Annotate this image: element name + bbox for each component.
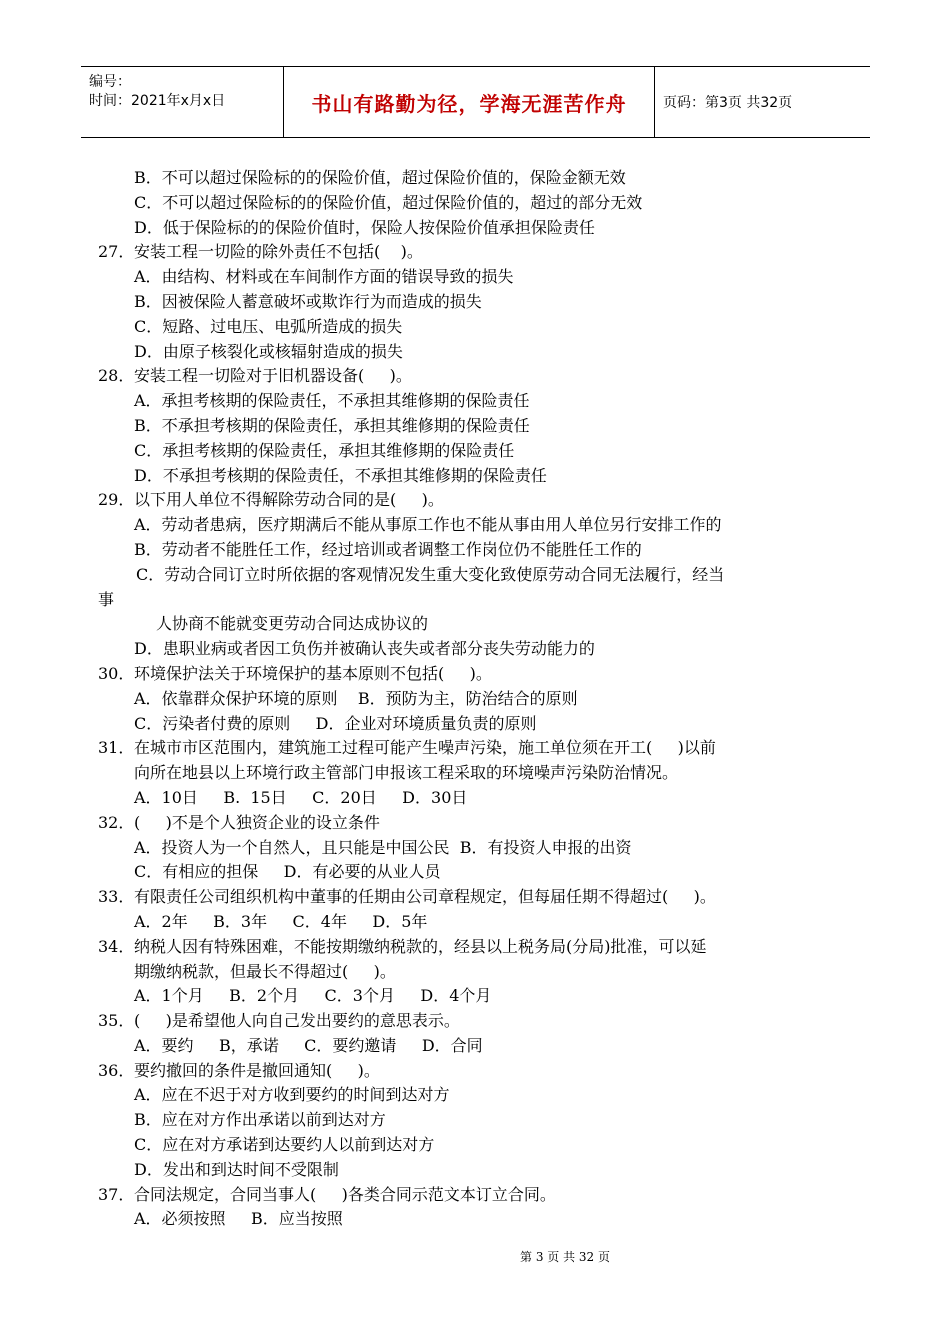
text-line: A．2年 B．3年 C．4年 D．5年 <box>134 911 428 931</box>
text-line: D．低于保险标的的保险价值时，保险人按保险价值承担保险责任 <box>134 217 595 237</box>
question-number: 27． <box>98 242 135 262</box>
text-line: C．应在对方承诺到达要约人以前到达对方 <box>134 1135 435 1155</box>
question-text: ( )不是个人独资企业的设立条件 <box>134 812 380 832</box>
question-stem <box>98 736 868 761</box>
text-line: A．劳动者患病，医疗期满后不能从事原工作也不能从事由用人单位另行安排工作的 <box>134 515 722 535</box>
text-line: 事 <box>98 589 115 609</box>
header-page-info: 页码：第3页 共32页 <box>663 95 793 111</box>
question-number: 32． <box>98 812 135 832</box>
question-stem <box>98 811 868 836</box>
text-line: A．要约 B，承诺 C．要约邀请 D．合同 <box>134 1035 483 1055</box>
question-text: 有限责任公司组织机构中董事的任期由公司章程规定，但每届任期不得超过( )。 <box>134 887 716 907</box>
text-line: A．1个月 B．2个月 C．3个月 D．4个月 <box>134 986 492 1006</box>
question-number: 29． <box>98 490 135 510</box>
question-stem <box>98 885 868 910</box>
header-meta <box>81 67 284 137</box>
question-stem <box>98 935 868 960</box>
question-text: 在城市市区范围内，建筑施工过程可能产生噪声污染，施工单位须在开工( )以前 <box>134 738 716 758</box>
question-number: 31． <box>98 738 135 758</box>
page-footer: 第 3 页 共 32 页 <box>520 1250 610 1264</box>
question-number: 34． <box>98 936 135 956</box>
question-number: 37． <box>98 1184 135 1204</box>
text-line: A．投资人为一个自然人，且只能是中国公民 B．有投资人申报的出资 <box>134 837 632 857</box>
question-stem <box>98 1009 868 1034</box>
question-stem <box>98 1183 868 1208</box>
text-line: C．承担考核期的保险责任，承担其维修期的保险责任 <box>134 440 515 460</box>
question-stem <box>98 662 868 687</box>
question-number: 30． <box>98 663 135 683</box>
text-line: C．短路、过电压、电弧所造成的损失 <box>134 316 403 336</box>
text-line: D．不承担考核期的保险责任，不承担其维修期的保险责任 <box>134 465 547 485</box>
question-stem <box>98 364 868 389</box>
question-stem <box>98 488 868 513</box>
text-line: B．因被保险人蓄意破坏或欺诈行为而造成的损失 <box>134 291 482 311</box>
question-text: 合同法规定，合同当事人( )各类合同示范文本订立合同。 <box>134 1184 556 1204</box>
question-stem <box>98 1059 868 1084</box>
text-line: C．污染者付费的原则 D．企业对环境质量负责的原则 <box>134 713 537 733</box>
question-text: ( )是希望他人向自己发出要约的意思表示。 <box>134 1011 460 1031</box>
question-text: 纳税人因有特殊困难，不能按期缴纳税款的，经县以上税务局(分局)批准，可以延 <box>134 936 707 956</box>
text-line: C．不可以超过保险标的的保险价值，超过保险价值的，超过的部分无效 <box>134 192 643 212</box>
text-line: B．不承担考核期的保险责任，承担其维修期的保险责任 <box>134 415 530 435</box>
text-line: D．发出和到达时间不受限制 <box>134 1159 339 1179</box>
document-header <box>81 66 870 138</box>
text-line: C．有相应的担保 D．有必要的从业人员 <box>134 862 441 882</box>
question-text: 以下用人单位不得解除劳动合同的是( )。 <box>134 490 444 510</box>
text-line: 期缴纳税款，但最长不得超过( )。 <box>134 961 396 981</box>
question-text: 安装工程一切险的除外责任不包括( )。 <box>134 242 423 262</box>
text-line: A．必须按照 B．应当按照 <box>134 1209 343 1229</box>
text-line: A．承担考核期的保险责任，不承担其维修期的保险责任 <box>134 391 530 411</box>
text-line: B．应在对方作出承诺以前到达对方 <box>134 1110 386 1130</box>
text-line: D．患职业病或者因工负伤并被确认丧失或者部分丧失劳动能力的 <box>134 639 595 659</box>
question-number: 33． <box>98 887 135 907</box>
question-number: 28． <box>98 366 135 386</box>
question-stem <box>98 240 868 265</box>
text-line: A．10日 B. 15日 C．20日 D．30日 <box>134 787 468 807</box>
text-line: C．劳动合同订立时所依据的客观情况发生重大变化致使原劳动合同无法履行，经当 <box>136 564 725 584</box>
question-text: 安装工程一切险对于旧机器设备( )。 <box>134 366 412 386</box>
text-line: D．由原子核裂化或核辐射造成的损失 <box>134 341 403 361</box>
text-line: 向所在地县以上环境行政主管部门申报该工程采取的环境噪声污染防治情况。 <box>134 763 679 783</box>
number-label: 编号： <box>89 74 131 90</box>
text-line: A．由结构、材料或在车间制作方面的错误导致的损失 <box>134 267 514 287</box>
question-text: 要约撤回的条件是撤回通知( )。 <box>134 1060 380 1080</box>
text-line: A．依靠群众保护环境的原则 B．预防为主，防治结合的原则 <box>134 688 578 708</box>
header-motto: 书山有路勤为径，学海无涯苦作舟 <box>284 67 655 137</box>
question-list <box>98 166 868 1232</box>
text-line: B．劳动者不能胜任工作，经过培训或者调整工作岗位仍不能胜任工作的 <box>134 539 642 559</box>
time-label: 时间：2021年x月x日 <box>89 93 226 109</box>
text-line: B．不可以超过保险标的的保险价值，超过保险价值的，保险金额无效 <box>134 168 626 187</box>
text-line: 人协商不能就变更劳动合同达成协议的 <box>156 614 429 634</box>
text-line: A．应在不迟于对方收到要约的时间到达对方 <box>134 1085 450 1105</box>
question-text: 环境保护法关于环境保护的基本原则不包括( )。 <box>134 663 492 683</box>
question-number: 35． <box>98 1011 135 1031</box>
question-number: 36． <box>98 1060 135 1080</box>
